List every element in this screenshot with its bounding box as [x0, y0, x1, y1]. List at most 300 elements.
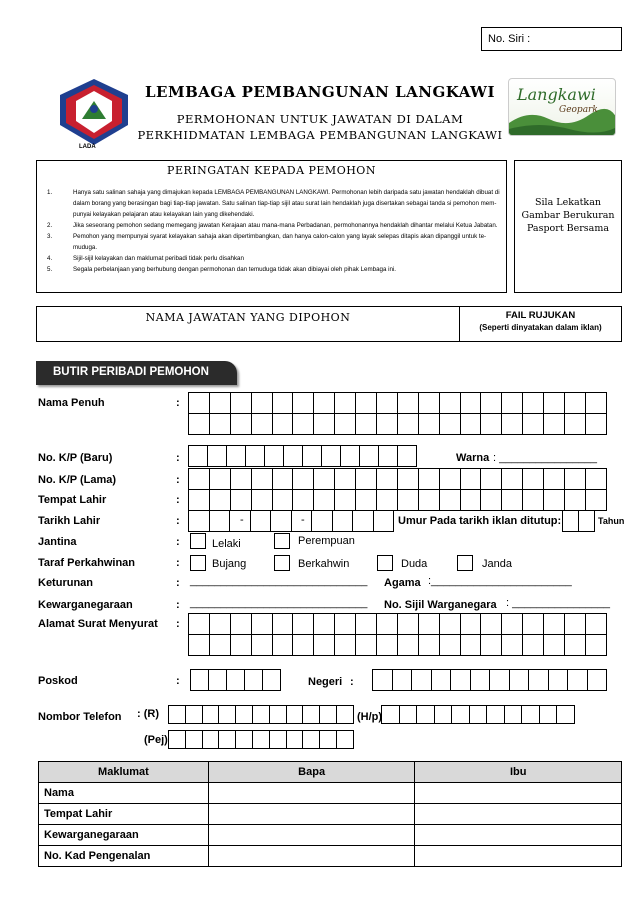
gender-colon: : — [176, 536, 180, 548]
input-cell[interactable] — [270, 731, 287, 749]
birthdate-separator-1: - — [237, 514, 247, 526]
job-applied-label: NAMA JAWATAN YANG DIPOHON — [145, 311, 351, 324]
input-cell[interactable] — [293, 393, 314, 414]
mother-birthplace-cell[interactable] — [415, 804, 622, 825]
input-cell[interactable] — [565, 414, 586, 435]
input-cell[interactable] — [273, 490, 294, 511]
input-cell[interactable] — [502, 635, 523, 656]
input-cell[interactable] — [461, 490, 482, 511]
input-cell[interactable] — [356, 393, 377, 414]
gender-female-label: Perempuan — [298, 535, 355, 547]
input-cell[interactable] — [314, 635, 335, 656]
input-cell[interactable] — [544, 614, 565, 635]
lada-logo-caption: LADA — [79, 144, 96, 150]
input-cell[interactable] — [341, 446, 360, 467]
file-reference-box[interactable] — [459, 306, 622, 342]
input-cell[interactable] — [481, 635, 502, 656]
input-cell[interactable] — [481, 614, 502, 635]
input-cell[interactable] — [481, 414, 502, 435]
input-cell[interactable] — [273, 635, 294, 656]
input-cell[interactable] — [273, 614, 294, 635]
father-citizenship-cell[interactable] — [208, 825, 415, 846]
input-cell[interactable] — [377, 635, 398, 656]
input-cell[interactable] — [335, 469, 356, 490]
input-cell[interactable] — [293, 414, 314, 435]
input-cell[interactable] — [373, 670, 393, 691]
citizenship-colon: : — [176, 599, 180, 611]
input-cell[interactable] — [382, 706, 400, 724]
phone-home-grid[interactable] — [168, 705, 354, 724]
input-cell[interactable] — [320, 706, 337, 724]
input-cell[interactable] — [252, 614, 273, 635]
input-cell[interactable] — [523, 490, 544, 511]
input-cell[interactable] — [471, 670, 491, 691]
religion-line[interactable]: :_______________________ — [428, 575, 572, 587]
father-birthplace-cell[interactable] — [208, 804, 415, 825]
citizenship-cert-line[interactable]: : ________________ — [506, 597, 610, 609]
input-cell[interactable] — [314, 469, 335, 490]
input-cell[interactable] — [490, 670, 510, 691]
marital-married-label: Berkahwin — [298, 558, 350, 570]
input-cell[interactable] — [544, 414, 565, 435]
table-row — [39, 846, 622, 867]
birthdate-colon: : — [176, 515, 180, 527]
input-cell[interactable] — [544, 635, 565, 656]
input-cell[interactable] — [189, 635, 210, 656]
warning-item-text: Hanya satu salinan sahaja yang dimajukan kepada LEMBAGA PEMBANGUNAN LANGKAWI. Permohonan lebih daripada satu jawatan hendaklah dibuat di — [73, 189, 500, 196]
input-cell[interactable] — [461, 414, 482, 435]
input-cell[interactable] — [231, 414, 252, 435]
input-cell[interactable] — [377, 490, 398, 511]
warning-item-number — [47, 198, 73, 209]
input-cell[interactable] — [209, 670, 227, 691]
input-cell[interactable] — [252, 469, 273, 490]
warning-item — [47, 253, 502, 264]
input-cell[interactable] — [523, 614, 544, 635]
input-cell[interactable] — [565, 393, 586, 414]
input-cell[interactable] — [210, 490, 231, 511]
input-cell[interactable] — [419, 635, 440, 656]
input-cell[interactable] — [586, 490, 607, 511]
input-cell[interactable] — [231, 469, 252, 490]
input-cell[interactable] — [374, 511, 395, 532]
input-cell[interactable] — [502, 393, 523, 414]
input-cell[interactable] — [379, 446, 398, 467]
input-cell[interactable] — [252, 414, 273, 435]
page-subtitle-2: PERKHIDMATAN LEMBAGA PEMBANGUNAN LANGKAWI — [137, 128, 503, 142]
input-cell[interactable] — [356, 635, 377, 656]
input-cell[interactable] — [377, 469, 398, 490]
input-cell[interactable] — [586, 393, 607, 414]
ic-old-label: No. K/P (Lama) — [38, 474, 117, 486]
input-cell[interactable] — [461, 393, 482, 414]
input-cell[interactable] — [322, 446, 341, 467]
input-cell[interactable] — [231, 635, 252, 656]
age-grid[interactable] — [562, 510, 595, 532]
input-cell[interactable] — [419, 414, 440, 435]
input-cell[interactable] — [461, 614, 482, 635]
input-cell[interactable] — [398, 635, 419, 656]
warning-item — [47, 264, 502, 275]
input-cell[interactable] — [523, 414, 544, 435]
marital-widower-label: Duda — [401, 558, 428, 570]
input-cell[interactable] — [169, 706, 186, 724]
gender-male-checkbox[interactable] — [190, 533, 206, 549]
input-cell[interactable] — [210, 635, 231, 656]
address-label: Alamat Surat Menyurat — [38, 618, 158, 630]
serial-number-box[interactable] — [481, 27, 622, 51]
input-cell[interactable] — [398, 414, 419, 435]
input-cell[interactable] — [245, 670, 263, 691]
table-row — [39, 783, 622, 804]
marital-colon: : — [176, 557, 180, 569]
marital-widower-checkbox[interactable] — [377, 555, 393, 571]
input-cell[interactable] — [398, 393, 419, 414]
input-cell[interactable] — [189, 614, 210, 635]
warning-item-number — [47, 242, 73, 253]
input-cell[interactable] — [435, 706, 453, 724]
input-cell[interactable] — [219, 706, 236, 724]
postcode-label: Poskod — [38, 675, 78, 687]
input-cell[interactable] — [470, 706, 488, 724]
birthdate-label: Tarikh Lahir — [38, 515, 101, 527]
input-cell[interactable] — [252, 635, 273, 656]
input-cell[interactable] — [398, 490, 419, 511]
input-cell[interactable] — [246, 446, 265, 467]
citizenship-cert-label: No. Sijil Warganegara — [384, 599, 497, 611]
input-cell[interactable] — [253, 731, 270, 749]
marital-single-label: Bujang — [212, 558, 247, 570]
input-cell[interactable] — [419, 490, 440, 511]
input-cell[interactable] — [335, 614, 356, 635]
input-cell[interactable] — [452, 706, 470, 724]
input-cell[interactable] — [360, 446, 379, 467]
input-cell[interactable] — [393, 670, 413, 691]
mother-ic-cell[interactable] — [415, 846, 622, 867]
input-cell[interactable] — [440, 614, 461, 635]
gender-male-label: Lelaki — [212, 538, 241, 550]
input-cell[interactable] — [563, 511, 579, 532]
birthdate-grid[interactable] — [188, 510, 394, 532]
warning-item-number: 2. — [47, 222, 53, 229]
address-colon: : — [176, 618, 180, 630]
birthplace-label: Tempat Lahir — [38, 494, 107, 506]
phone-mobile-grid[interactable] — [381, 705, 575, 724]
father-ic-cell[interactable] — [208, 846, 415, 867]
input-cell[interactable] — [333, 511, 354, 532]
input-cell[interactable] — [356, 414, 377, 435]
input-cell[interactable] — [588, 670, 608, 691]
input-cell[interactable] — [356, 490, 377, 511]
input-cell[interactable] — [252, 393, 273, 414]
geopark-logo-subtext: Geopark — [559, 105, 598, 115]
input-cell[interactable] — [263, 670, 281, 691]
input-cell[interactable] — [502, 614, 523, 635]
input-cell[interactable] — [544, 490, 565, 511]
input-cell[interactable] — [461, 635, 482, 656]
input-cell[interactable] — [337, 706, 354, 724]
color-line[interactable]: : ________________ — [493, 452, 597, 464]
table-row — [39, 825, 622, 846]
input-cell[interactable] — [203, 731, 220, 749]
input-cell[interactable] — [335, 490, 356, 511]
input-cell[interactable] — [337, 731, 354, 749]
input-cell[interactable] — [251, 511, 272, 532]
input-cell[interactable] — [523, 635, 544, 656]
marital-widow-label: Janda — [482, 558, 512, 570]
input-cell[interactable] — [487, 706, 505, 724]
warning-item — [47, 187, 502, 198]
input-cell[interactable] — [586, 635, 607, 656]
input-cell[interactable] — [412, 670, 432, 691]
input-cell[interactable] — [236, 706, 253, 724]
parents-row-label: No. Kad Pengenalan — [39, 846, 209, 867]
input-cell[interactable] — [186, 706, 203, 724]
input-cell[interactable] — [586, 614, 607, 635]
input-cell[interactable] — [203, 706, 220, 724]
birthplace-colon: : — [176, 494, 180, 506]
parents-row-label: Kewarganegaraan — [39, 825, 209, 846]
input-cell[interactable] — [356, 614, 377, 635]
age-unit: Tahun — [598, 516, 625, 526]
ancestry-line[interactable]: _____________________________ — [190, 575, 368, 587]
input-cell[interactable] — [568, 670, 588, 691]
input-cell[interactable] — [557, 706, 575, 724]
file-reference-note: (Seperti dinyatakan dalam iklan) — [479, 323, 602, 332]
input-cell[interactable] — [419, 469, 440, 490]
input-cell[interactable] — [523, 469, 544, 490]
birthdate-separator-2: - — [298, 514, 308, 526]
full-name-grid[interactable] — [188, 392, 607, 435]
ic-old-grid[interactable] — [188, 468, 607, 490]
citizenship-label: Kewarganegaraan — [38, 599, 133, 611]
input-cell[interactable] — [398, 446, 417, 467]
input-cell[interactable] — [481, 490, 502, 511]
input-cell[interactable] — [335, 635, 356, 656]
input-cell[interactable] — [481, 393, 502, 414]
input-cell[interactable] — [377, 393, 398, 414]
input-cell[interactable] — [440, 393, 461, 414]
input-cell[interactable] — [253, 706, 270, 724]
address-grid[interactable] — [188, 613, 607, 656]
input-cell[interactable] — [208, 446, 227, 467]
input-cell[interactable] — [293, 469, 314, 490]
parents-header-info: Maklumat — [39, 762, 209, 783]
marital-married-checkbox[interactable] — [274, 555, 290, 571]
input-cell[interactable] — [231, 490, 252, 511]
mother-citizenship-cell[interactable] — [415, 825, 622, 846]
input-cell[interactable] — [579, 511, 595, 532]
input-cell[interactable] — [419, 393, 440, 414]
input-cell[interactable] — [191, 670, 209, 691]
input-cell[interactable] — [273, 393, 294, 414]
warning-item-number: 1. — [47, 189, 53, 196]
input-cell[interactable] — [169, 731, 186, 749]
input-cell[interactable] — [522, 706, 540, 724]
parents-table-header — [39, 762, 622, 783]
input-cell[interactable] — [210, 414, 231, 435]
input-cell[interactable] — [303, 706, 320, 724]
geopark-logo-text: Langkawi — [517, 85, 596, 104]
job-applied-box[interactable] — [36, 306, 460, 342]
ic-old-colon: : — [176, 474, 180, 486]
warning-item — [47, 198, 502, 209]
input-cell[interactable] — [586, 414, 607, 435]
input-cell[interactable] — [502, 469, 523, 490]
input-cell[interactable] — [398, 614, 419, 635]
full-name-label: Nama Penuh — [38, 397, 105, 409]
input-cell[interactable] — [549, 670, 569, 691]
marital-single-checkbox[interactable] — [190, 555, 206, 571]
warning-item-number: 5. — [47, 266, 53, 273]
input-cell[interactable] — [481, 469, 502, 490]
mother-name-cell[interactable] — [415, 783, 622, 804]
input-cell[interactable] — [502, 414, 523, 435]
input-cell[interactable] — [186, 731, 203, 749]
state-grid[interactable] — [372, 669, 607, 691]
state-colon: : — [350, 676, 354, 688]
phone-home-label: : (R) — [137, 708, 159, 720]
input-cell[interactable] — [586, 469, 607, 490]
warning-item — [47, 242, 502, 253]
input-cell[interactable] — [565, 469, 586, 490]
warning-item — [47, 220, 502, 231]
ancestry-label: Keturunan — [38, 577, 93, 589]
input-cell[interactable] — [287, 731, 304, 749]
full-name-colon: : — [176, 397, 180, 409]
input-cell[interactable] — [398, 469, 419, 490]
warning-item-text: Sijil-sijil kelayakan dan maklumat peribadi tidak perlu disahkan — [73, 255, 244, 262]
input-cell[interactable] — [287, 706, 304, 724]
phone-office-label: (Pej) — [144, 734, 168, 746]
input-cell[interactable] — [210, 469, 231, 490]
input-cell[interactable] — [440, 635, 461, 656]
input-cell[interactable] — [293, 635, 314, 656]
section-title-bar — [36, 361, 237, 385]
birthplace-grid[interactable] — [188, 489, 607, 511]
ic-new-colon: : — [176, 452, 180, 464]
input-cell[interactable] — [419, 614, 440, 635]
input-cell[interactable] — [303, 731, 320, 749]
parents-header-mother: Ibu — [415, 762, 622, 783]
input-cell[interactable] — [440, 469, 461, 490]
input-cell[interactable] — [273, 469, 294, 490]
input-cell[interactable] — [432, 670, 452, 691]
input-cell[interactable] — [271, 511, 292, 532]
input-cell[interactable] — [565, 490, 586, 511]
input-cell[interactable] — [227, 670, 245, 691]
input-cell[interactable] — [210, 393, 231, 414]
input-cell[interactable] — [270, 706, 287, 724]
parents-row-label: Nama — [39, 783, 209, 804]
input-cell[interactable] — [252, 490, 273, 511]
warning-item — [47, 231, 502, 242]
input-cell[interactable] — [314, 414, 335, 435]
input-cell[interactable] — [320, 731, 337, 749]
input-cell[interactable] — [377, 614, 398, 635]
warning-item-text: punyai kelayakan pelajaran atau kelayakan lain yang dikehendaki. — [73, 211, 255, 218]
input-cell[interactable] — [461, 469, 482, 490]
input-cell[interactable] — [189, 393, 210, 414]
input-cell[interactable] — [236, 731, 253, 749]
input-cell[interactable] — [265, 446, 284, 467]
input-cell[interactable] — [312, 511, 333, 532]
input-cell[interactable] — [293, 614, 314, 635]
citizenship-line[interactable]: _____________________________ — [190, 597, 368, 609]
input-cell[interactable] — [353, 511, 374, 532]
input-cell[interactable] — [529, 670, 549, 691]
input-cell[interactable] — [303, 446, 322, 467]
input-cell[interactable] — [523, 393, 544, 414]
warning-item — [47, 209, 502, 220]
input-cell[interactable] — [284, 446, 303, 467]
input-cell[interactable] — [440, 414, 461, 435]
input-cell[interactable] — [377, 414, 398, 435]
input-cell[interactable] — [189, 414, 210, 435]
input-cell[interactable] — [335, 414, 356, 435]
ic-new-grid[interactable] — [188, 445, 417, 467]
input-cell[interactable] — [335, 393, 356, 414]
input-cell[interactable] — [314, 614, 335, 635]
input-cell[interactable] — [189, 469, 210, 490]
photo-instructions: Sila Lekatkan Gambar Berukuran Pasport Bersama — [521, 197, 615, 234]
input-cell[interactable] — [544, 393, 565, 414]
photo-box[interactable] — [514, 160, 622, 293]
state-label: Negeri — [308, 676, 343, 688]
serial-number-label: No. Siri : — [488, 33, 531, 45]
phone-mobile-label: (H/p) — [357, 711, 383, 723]
input-cell[interactable] — [273, 414, 294, 435]
input-cell[interactable] — [440, 490, 461, 511]
phone-office-grid[interactable] — [168, 730, 354, 749]
input-cell[interactable] — [227, 446, 246, 467]
input-cell[interactable] — [210, 511, 231, 532]
input-cell[interactable] — [400, 706, 418, 724]
input-cell[interactable] — [189, 490, 210, 511]
input-cell[interactable] — [219, 731, 236, 749]
input-cell[interactable] — [540, 706, 558, 724]
postcode-grid[interactable] — [190, 669, 281, 691]
table-row — [39, 804, 622, 825]
marital-widow-checkbox[interactable] — [457, 555, 473, 571]
input-cell[interactable] — [231, 393, 252, 414]
input-cell[interactable] — [565, 614, 586, 635]
input-cell[interactable] — [356, 469, 377, 490]
input-cell[interactable] — [565, 635, 586, 656]
input-cell[interactable] — [314, 490, 335, 511]
input-cell[interactable] — [502, 490, 523, 511]
input-cell[interactable] — [451, 670, 471, 691]
file-reference-label: FAIL RUJUKAN — [505, 310, 576, 321]
input-cell[interactable] — [314, 393, 335, 414]
religion-label: Agama — [384, 577, 421, 589]
input-cell[interactable] — [210, 614, 231, 635]
input-cell[interactable] — [231, 614, 252, 635]
warning-item-text: Jika seseorang pemohon sedang memegang jawatan Kerajaan atau mana-mana Perbadanan, permohonannya hendaklah dihantar melalui Ketua Jabatan. — [73, 222, 498, 229]
gender-label: Jantina — [38, 536, 77, 548]
input-cell[interactable] — [293, 490, 314, 511]
input-cell[interactable] — [417, 706, 435, 724]
input-cell[interactable] — [189, 446, 208, 467]
input-cell[interactable] — [544, 469, 565, 490]
phone-label: Nombor Telefon — [38, 711, 122, 723]
father-name-cell[interactable] — [208, 783, 415, 804]
gender-female-checkbox[interactable] — [274, 533, 290, 549]
input-cell[interactable] — [505, 706, 523, 724]
warning-item-text: muduga. — [73, 244, 98, 251]
input-cell[interactable] — [189, 511, 210, 532]
input-cell[interactable] — [510, 670, 530, 691]
